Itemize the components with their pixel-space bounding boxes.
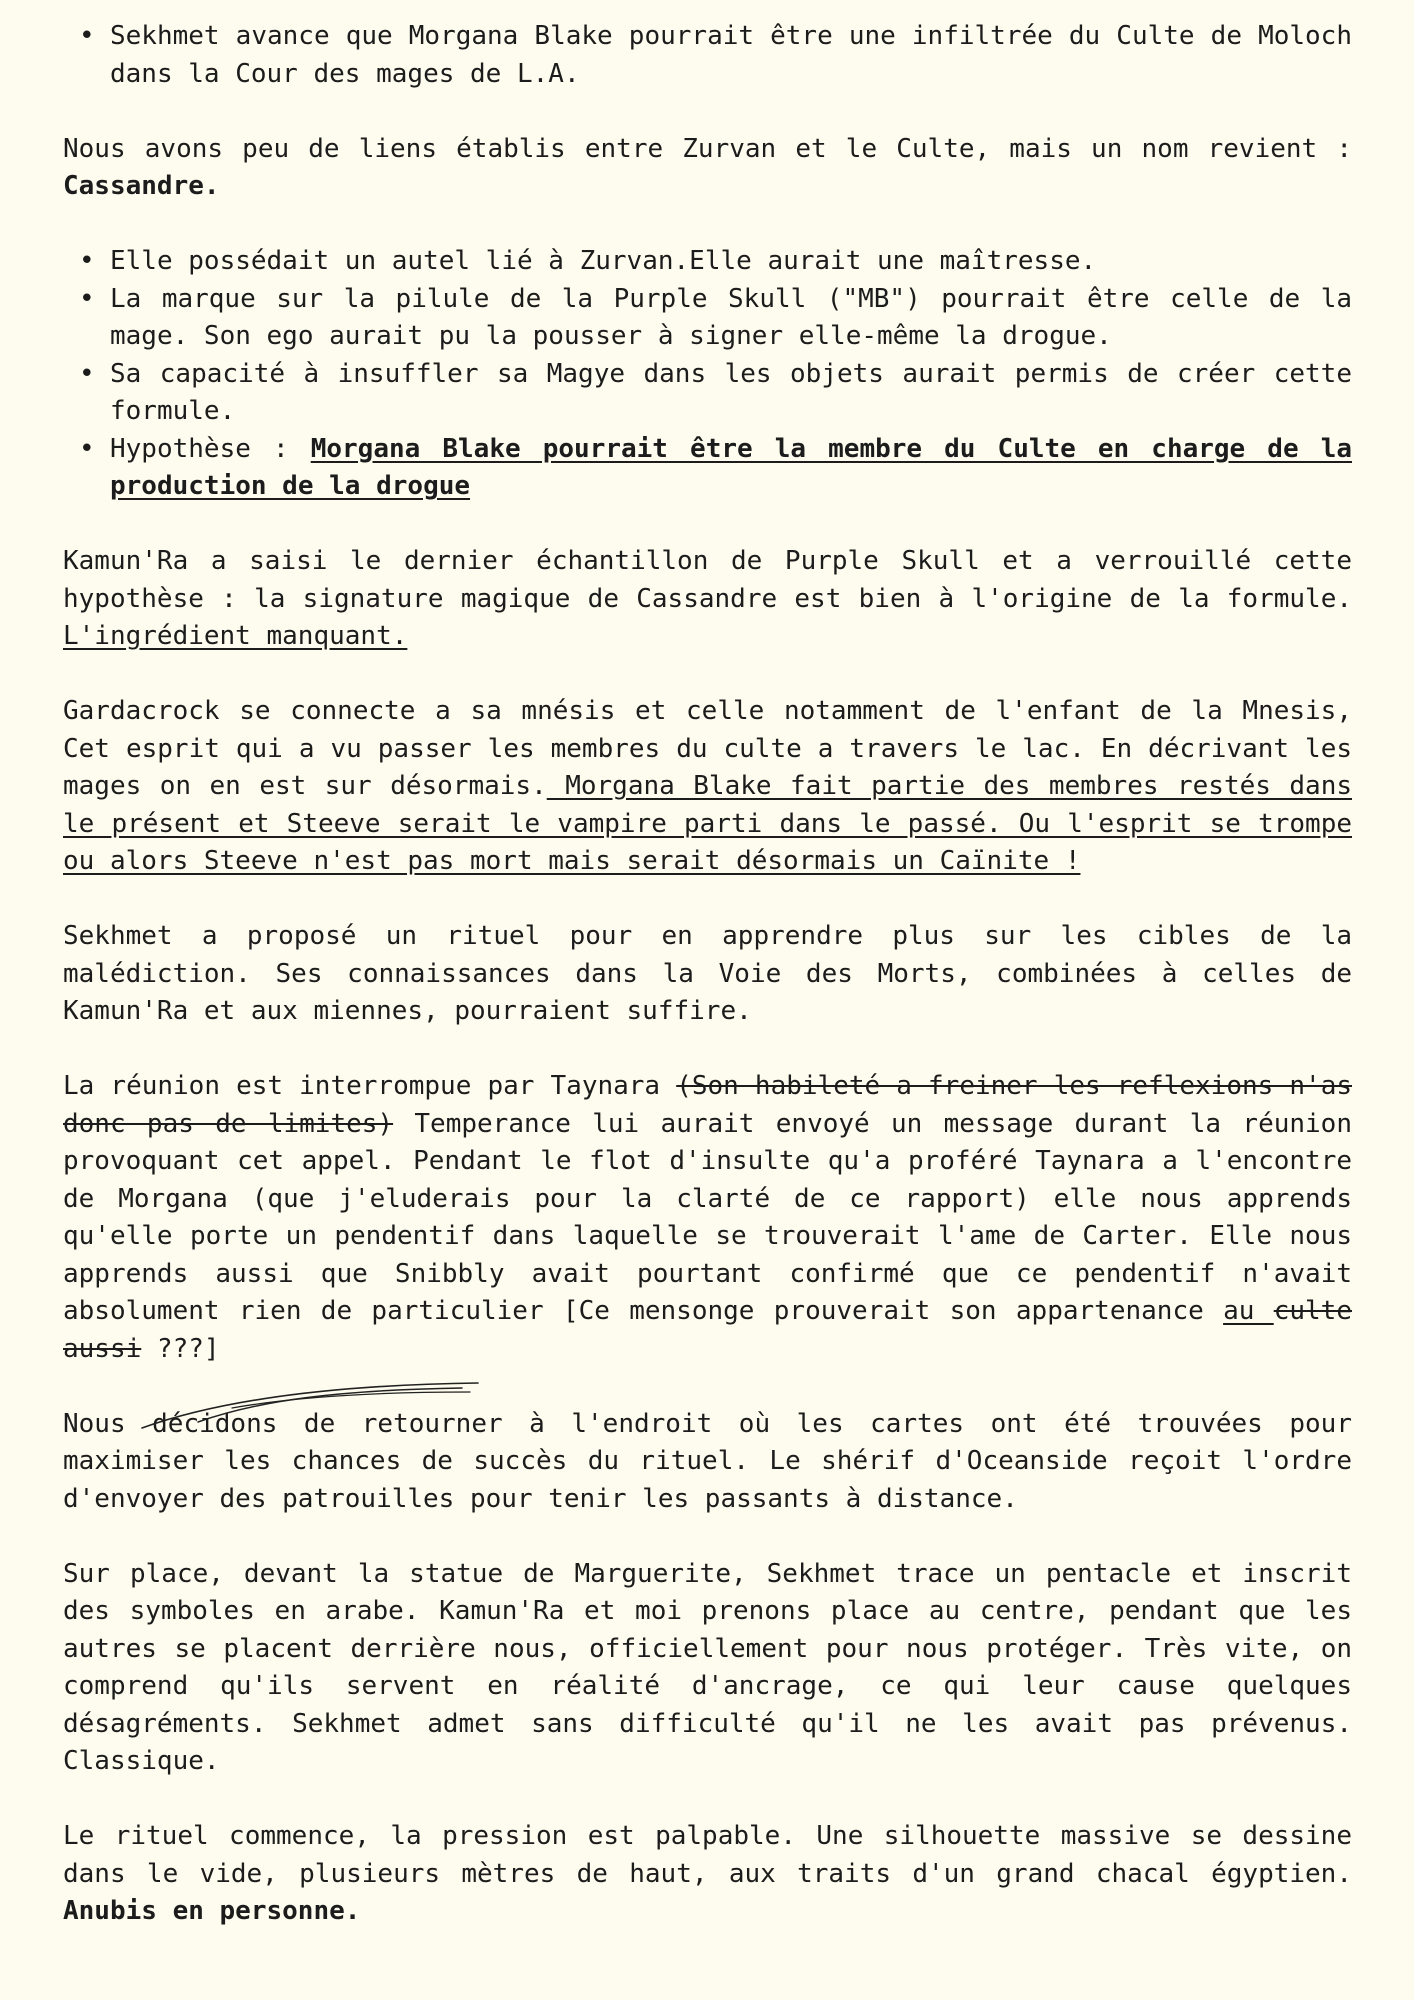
underlined-words: au <box>1223 1296 1274 1326</box>
paragraph-text: Nous avons peu de liens établis entre Zurvan et le Culte, mais un nom revient : <box>63 133 1352 164</box>
bullet-list-2 <box>63 243 1352 506</box>
paragraph-text: Kamun'Ra a saisi le dernier échantillon de Purple Skull et a verrouillé cette hypothèse : la signature magique de Cassandre est bien à l'origine de la formule. <box>63 546 1352 614</box>
paragraph-pentacle: Sur place, devant la statue de Marguerite, Sekhmet trace un pentacle et inscrit des symboles en arabe. Kamun'Ra et moi prenons place au centre, pendant que les autres se placent derrière nous, officiellement pour nous protéger. Très vite, on comprend qu'ils servent en réalité d'ancrage, ce qui leur cause quelques désagréments. Sekhmet admet sans difficulté qu'il ne les avait pas prévenus. Classique. <box>63 1558 1352 1776</box>
paragraph-text: Gardacrock se connecte a sa mnésis et celle notamment de l'enfant de la Mnesis, Cet esprit qui a vu passer les membres du culte a travers le lac. En décrivant les mages on en est sur désormais. <box>63 696 1352 801</box>
paragraph-ritual-proposal: Sekhmet a proposé un rituel pour en apprendre plus sur les cibles de la malédiction. Ses connaissances dans la Voie des Morts, combinées à celles de Kamun'Ra et aux miennes, pourraient suffire. <box>63 921 1352 1026</box>
cassandre-name: Cassandre. <box>63 171 220 201</box>
paragraph-text: Le rituel commence, la pression est palpable. Une silhouette massive se dessine dans le vide, plusieurs mètres de haut, aux traits d'un grand chacal égyptien. <box>63 1821 1352 1889</box>
list-item: • Sekhmet avance que Morgana Blake pourrait être une infiltrée du Culte de Moloch dans la Cour des mages de L.A. <box>110 18 1352 93</box>
struck-underlined-words: culte aussi <box>63 1296 1352 1364</box>
paragraph-anubis <box>63 1818 1352 1931</box>
hypothesis-text: Morgana Blake pourrait être la membre du Culte en charge de la production de la drogue <box>110 433 1352 501</box>
paragraph-taynara <box>63 1068 1352 1368</box>
anubis-name: Anubis en personne. <box>63 1896 361 1926</box>
document-page <box>63 18 1352 1931</box>
list-item-hypothesis <box>110 431 1352 506</box>
hypothesis-label: Hypothèse : <box>110 433 311 464</box>
list-item: • La marque sur la pilule de la Purple Skull ("MB") pourrait être celle de la mage. Son ego aurait pu la pousser à signer elle-même la drogue. <box>110 281 1352 356</box>
paragraph-text: Temperance lui aurait envoyé un message durant la réunion provoquant cet appel. Pendant le flot d'insulte qu'a proféré Taynara a l'encontre de Morgana (que j'eluderais pour la clarté de ce rapport) elle nous apprends qu'elle porte un pendentif dans laquelle se trouverait l'ame de Carter. Elle nous apprends aussi que Snibbly avait pourtant confirmé que ce pendentif n'avait absolument rien de particulier [Ce mensonge prouverait son appartenance <box>63 1108 1352 1326</box>
bullet-list-1 <box>63 18 1352 93</box>
struck-remark: (Son habileté a freiner les reflexions n'as donc pas de limites) <box>63 1071 1353 1139</box>
paragraph-text: La réunion est interrompue par Taynara <box>63 1071 677 1101</box>
list-item: • Sa capacité à insuffler sa Magye dans les objets aurait permis de créer cette formule. <box>110 356 1352 431</box>
paragraph-gardacrock <box>63 693 1352 881</box>
paragraph-kamunra <box>63 543 1352 656</box>
paragraph-text: ???] <box>141 1333 220 1364</box>
underlined-conclusion: Morgana Blake fait partie des membres restés dans le présent et Steeve serait le vampire parti dans le passé. Ou l'esprit se trompe ou alors Steeve n'est pas mort mais serait désormais un Caïnite ! <box>63 771 1352 876</box>
paragraph-zurvan <box>63 131 1352 206</box>
paragraph-location: Nous décidons de retourner à l'endroit où les cartes ont été trouvées pour maximiser les chances de succès du rituel. Le shérif d'Oceanside reçoit l'ordre d'envoyer des patrouilles pour tenir les passants à distance. <box>63 1408 1352 1514</box>
missing-ingredient: L'ingrédient manquant. <box>63 621 408 651</box>
list-item: • Elle possédait un autel lié à Zurvan.Elle aurait une maîtresse. <box>110 243 1352 281</box>
